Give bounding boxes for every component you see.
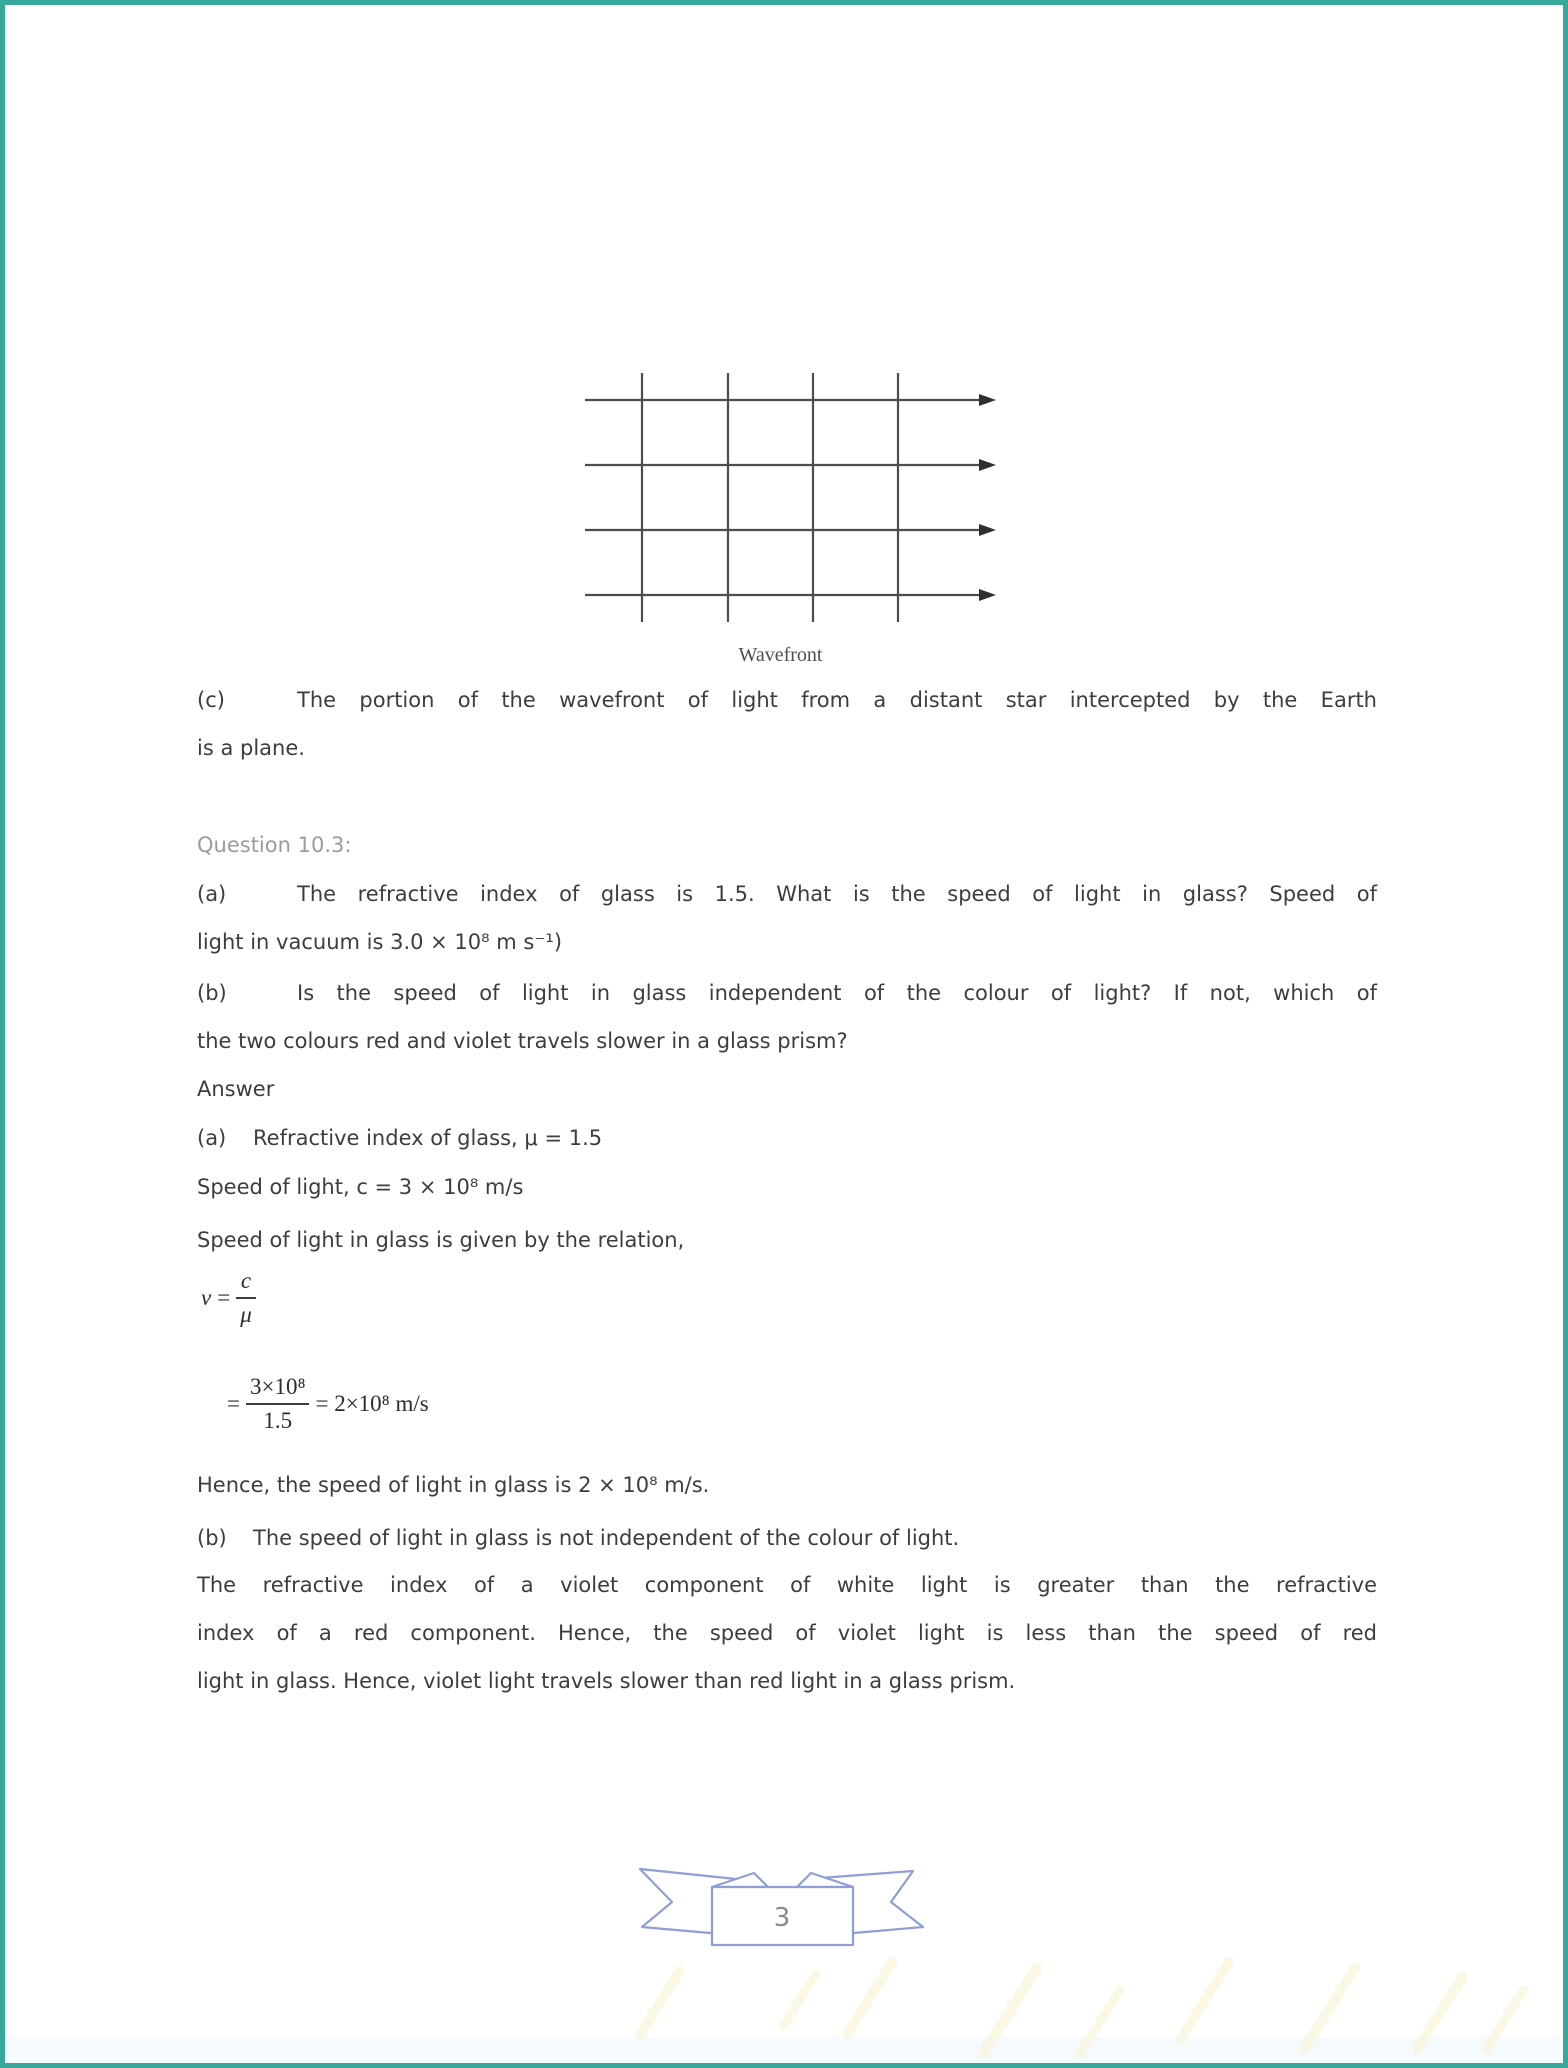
question-b-line1: Is the speed of light in glass independent of the colour of light? If not, which of bbox=[297, 981, 1377, 1005]
item-label-ans-b: (b) bbox=[197, 1526, 227, 1550]
question-b-line2: the two colours red and violet travels slower in a glass prism? bbox=[197, 1029, 848, 1053]
formula2-fraction bbox=[246, 1373, 310, 1434]
formula1-lhs: v bbox=[201, 1284, 212, 1310]
formula1-denominator: μ bbox=[240, 1301, 252, 1327]
closing-line2: index of a red component. Hence, the speed of violet light is less than the speed of red bbox=[197, 1621, 1377, 1645]
answer-b bbox=[197, 1514, 1377, 1562]
question-a bbox=[197, 870, 1377, 966]
wavefront-lines-group bbox=[642, 373, 898, 622]
wavefront-diagram bbox=[575, 365, 1005, 630]
formula-speed-computation bbox=[221, 1373, 435, 1434]
item-label-qb: (b) bbox=[197, 981, 227, 1005]
item-label-qa: (a) bbox=[197, 882, 227, 906]
bottom-tint bbox=[5, 2037, 1563, 2063]
answer-b-text: The speed of light in glass is not independent of the colour of light. bbox=[253, 1526, 960, 1550]
hence-line: Hence, the speed of light in glass is 2 × 10⁸ m/s. bbox=[197, 1473, 710, 1497]
watermark-smudge bbox=[1174, 1955, 1235, 2045]
formula2-result: = 2×10⁸ m/s bbox=[315, 1390, 429, 1416]
question-b bbox=[197, 969, 1377, 1065]
page-number: 3 bbox=[773, 1903, 791, 1933]
ray-arrows-group bbox=[585, 394, 996, 601]
closing-line1: The refractive index of a violet component of white light is greater than the refractive bbox=[197, 1573, 1377, 1597]
question-a-line1: The refractive index of glass is 1.5. What is the speed of light in glass? Speed of bbox=[297, 882, 1377, 906]
fraction-bar bbox=[236, 1297, 256, 1299]
page-number-ribbon bbox=[635, 1863, 927, 1951]
formula1-fraction bbox=[236, 1267, 256, 1328]
closing-line3: light in glass. Hence, violet light travels slower than red light in a glass prism. bbox=[197, 1669, 1016, 1693]
formula1-numerator: c bbox=[240, 1268, 252, 1293]
formula2-numerator: 3×10⁸ bbox=[249, 1374, 306, 1399]
question-a-line2: light in vacuum is 3.0 × 10⁸ m s⁻¹) bbox=[197, 930, 563, 954]
relation-line: Speed of light in glass is given by the relation, bbox=[197, 1228, 685, 1252]
formula2-denominator: 1.5 bbox=[263, 1407, 293, 1433]
diagram-caption: Wavefront bbox=[738, 644, 823, 666]
paragraph-c bbox=[197, 676, 1377, 772]
question-heading: Question 10.3: bbox=[197, 833, 352, 857]
item-label-ans-a: (a) bbox=[197, 1126, 227, 1150]
watermark-smudge bbox=[633, 1964, 687, 2041]
item-label-c: (c) bbox=[197, 688, 225, 712]
closing-paragraph bbox=[197, 1561, 1377, 1705]
fraction-bar bbox=[246, 1403, 310, 1405]
formula-v-equals-c-over-mu bbox=[201, 1267, 256, 1328]
answer-heading: Answer bbox=[197, 1077, 275, 1101]
speed-of-light-line: Speed of light, c = 3 × 10⁸ m/s bbox=[197, 1175, 524, 1199]
answer-a-text: Refractive index of glass, μ = 1.5 bbox=[253, 1126, 603, 1150]
paragraph-c-line1: The portion of the wavefront of light from a distant star intercepted by the Earth bbox=[297, 688, 1377, 712]
formula1-equals: = bbox=[217, 1284, 231, 1310]
formula2-equals: = bbox=[227, 1390, 240, 1416]
answer-a bbox=[197, 1114, 1377, 1162]
paragraph-c-line2: is a plane. bbox=[197, 736, 305, 760]
watermark-smudge bbox=[777, 1968, 822, 2032]
watermark-smudge bbox=[841, 1955, 900, 2041]
